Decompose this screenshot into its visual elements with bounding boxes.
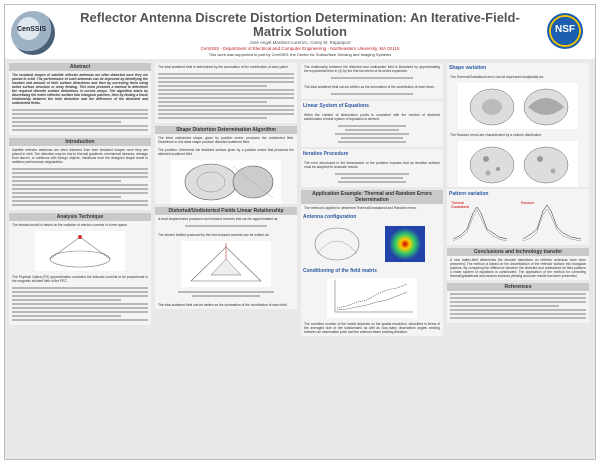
analysis-text-2: The Physical Optics (PO) approximation considers the induced currents to be proportional to the magnetic incident field in the PEC. bbox=[12, 275, 148, 283]
col3-intro-text-2: The total scattered field can be written as the summation of the contribution of each facet: bbox=[304, 85, 435, 89]
poster-header bbox=[5, 5, 595, 59]
analysis-diagram bbox=[35, 231, 125, 271]
analysis-section bbox=[9, 213, 151, 325]
linear-relationship-text-3: The total scattered field can be written as the summation of the contribution of each field: bbox=[158, 303, 288, 307]
support-note: This work was supported in part by CenSSIS, the Center for Subsurface Sensing and Imaging Systems bbox=[208, 52, 392, 57]
shape-variation-text-2: The Random errors are characterized by a uniform distribution: bbox=[450, 133, 542, 137]
linear-relationship-text: A local displacement produces new induced currents that can be approximated as: bbox=[158, 217, 279, 221]
nsf-logo bbox=[547, 13, 583, 49]
reflector-figure bbox=[171, 160, 281, 204]
introduction-text: Satellite reflector antennas are often distorted from their idealized shapes once they are placed in orbit. The distortion may be due to thermal gradients, mechanical stresses, damage from launch, or collisions with foreign objects. Variations from the designed shape result in radiation performance degradation. bbox=[12, 148, 148, 164]
col2-intro bbox=[155, 63, 297, 123]
col3-intro bbox=[301, 63, 443, 99]
pattern-label-thermal: Thermal Gradational bbox=[451, 201, 470, 209]
iterative-text: The error introduced in the linearization of the problem imposes that an iterative scheme must be adopted for accurate results. bbox=[304, 161, 440, 169]
patch-figure bbox=[181, 241, 271, 287]
conditioning-title: Conditioning of the field matrix bbox=[303, 268, 377, 274]
thermal-surface-figure bbox=[458, 83, 578, 129]
introduction-title: Introduction bbox=[9, 138, 151, 146]
col3-equation bbox=[301, 75, 443, 83]
iterative-equations bbox=[301, 171, 443, 187]
authors: José Angel Martinez-Lorenzo, Carey M. Rappaport bbox=[249, 40, 351, 45]
conclusions-title: Conclusions and technology transfer bbox=[447, 248, 589, 256]
poster-title: Reflector Antenna Discrete Distortion Determination: An Iterative-Field-Matrix Solution bbox=[80, 10, 520, 39]
linear-system-section bbox=[301, 101, 443, 147]
introduction-more-text bbox=[9, 166, 151, 210]
iterative-title: Iterative Procedure bbox=[303, 151, 349, 157]
references-section bbox=[447, 283, 589, 323]
iterative-section bbox=[301, 149, 443, 187]
pattern-variation-title: Pattern variation bbox=[449, 191, 489, 197]
shape-variation-section bbox=[447, 63, 589, 187]
col2-intro-more-text bbox=[155, 71, 297, 123]
linear-system-equations bbox=[301, 123, 443, 147]
shape-algorithm-text-2: The problem: Determine the distorted surface given by a position vector that produces the distorted scattered field. bbox=[158, 148, 294, 156]
introduction-section bbox=[9, 138, 151, 210]
conclusions-section bbox=[447, 248, 589, 280]
column-4 bbox=[447, 63, 589, 323]
application-text: The method is applied to determine Thermal/Gradational and Random errors. bbox=[304, 206, 417, 210]
conclusions-text: A new matrix-field determines the discrete distortions on reflector antennas have been presented. The method is based on the discretization of the reflector surface into triangular patches. By computing the difference between the distorted and undistorted far field patterns a linear system of equations is constructed. The application of the method for correcting thermal/gradational and random surfaces yielding accurate results has been presented. bbox=[450, 258, 586, 278]
linear-relationship-section bbox=[155, 207, 297, 309]
poster bbox=[4, 4, 596, 460]
column-3 bbox=[301, 63, 443, 336]
analysis-more-text bbox=[9, 285, 151, 325]
col3-intro-text: The relationship between the distorted and undistorted field is linearized by approximating the exponential term in (4) by the first two terms of its series expansion. bbox=[304, 65, 440, 73]
shape-variation-title: Shape variation bbox=[449, 65, 487, 71]
pattern-variation-plot bbox=[447, 199, 589, 245]
pattern-label-random: Random bbox=[521, 201, 535, 205]
pattern-variation-section bbox=[447, 189, 589, 245]
reflector-diagram bbox=[171, 160, 281, 204]
shape-variation-text: The Thermal/Gradational error can be expressed analytically as: bbox=[450, 75, 544, 79]
column-1 bbox=[9, 63, 151, 325]
column-2 bbox=[155, 63, 297, 309]
linear-relationship-title: Distorted/Undistorted Fields Linear Relationship bbox=[155, 207, 297, 215]
analysis-text: The forward model is based on the radiation of electric currents in a free space. bbox=[12, 223, 128, 227]
analysis-figure bbox=[35, 231, 125, 271]
linear-system-text: When the number of observation points is consistent with the number of distorted subdomains a linear system of equations is derived: bbox=[304, 113, 440, 121]
affiliation: CenSSIS - Department of Electrical and Computer Engineering - Northeastern University, MA 02115 bbox=[200, 46, 400, 51]
abstract-title: Abstract bbox=[9, 63, 151, 71]
nsf-logo-text: NSF bbox=[555, 24, 575, 35]
shape-algorithm-section bbox=[155, 126, 297, 204]
conditioning-plot bbox=[327, 278, 417, 318]
analysis-title: Analysis Technique bbox=[9, 213, 151, 221]
col3-equation-2 bbox=[301, 91, 443, 99]
col2-intro-text: The total scattered field is determined by the summation of the contribution of each patch. bbox=[158, 65, 289, 69]
abstract-text: The localized shapes of satellite reflector antennas are often distorted once they are placed in orbit. The performance of such antennas can be improved by identifying the location and amount of their surface distortions and then by correcting them using active surface structure or array feeding. This work presents a method to determine the required discrete surface distortions in curved arrays. The algorithm starts by discretizing the entire reflector surface into triangular patches, then by finding a linear relationship between the total distortion and the difference of the distorted and undistorted fields. bbox=[12, 73, 148, 105]
patch-diagram bbox=[181, 241, 271, 287]
linear-system-title: Linear System of Equations bbox=[303, 103, 369, 109]
linear-equation-1 bbox=[155, 223, 297, 231]
censsis-logo-text: CenSSIS bbox=[17, 26, 47, 33]
shape-algorithm-title: Shape Distortion Determination Algorithm bbox=[155, 126, 297, 134]
abstract-section bbox=[9, 63, 151, 135]
references-list bbox=[447, 291, 589, 323]
random-surface-figure bbox=[458, 141, 578, 187]
pattern-plots bbox=[447, 199, 589, 245]
antenna-config-title: Antenna configuration bbox=[303, 214, 357, 220]
thermal-surface-plot bbox=[458, 83, 578, 129]
random-surface-plot bbox=[458, 141, 578, 187]
conditioning-figure bbox=[327, 278, 417, 318]
application-section bbox=[301, 190, 443, 336]
linear-equation-2 bbox=[155, 289, 297, 301]
application-title: Application Example: Thermal and Random Errors Determination bbox=[301, 190, 443, 204]
linear-relationship-text-2: The electric farfield produced by the new induced currents can be written as: bbox=[158, 233, 270, 237]
antenna-config-figure bbox=[307, 224, 437, 264]
references-title: References bbox=[447, 283, 589, 291]
shape-algorithm-text: The ideal undistorted shape, given by position vector, produces the undistorted field. Distortions to this ideal shape produce distorted scattered field. bbox=[158, 136, 294, 144]
abstract-more-text bbox=[9, 107, 151, 135]
conditioning-text: The condition number of the matrix depends on the spatial resolution, described in terms of the averaged size of the subdomains as well as how-many observation angles existing between an observation point and the antenna beam pointing direction. bbox=[304, 322, 440, 334]
censsis-logo bbox=[11, 11, 55, 55]
antenna-config-diagram bbox=[307, 224, 437, 264]
